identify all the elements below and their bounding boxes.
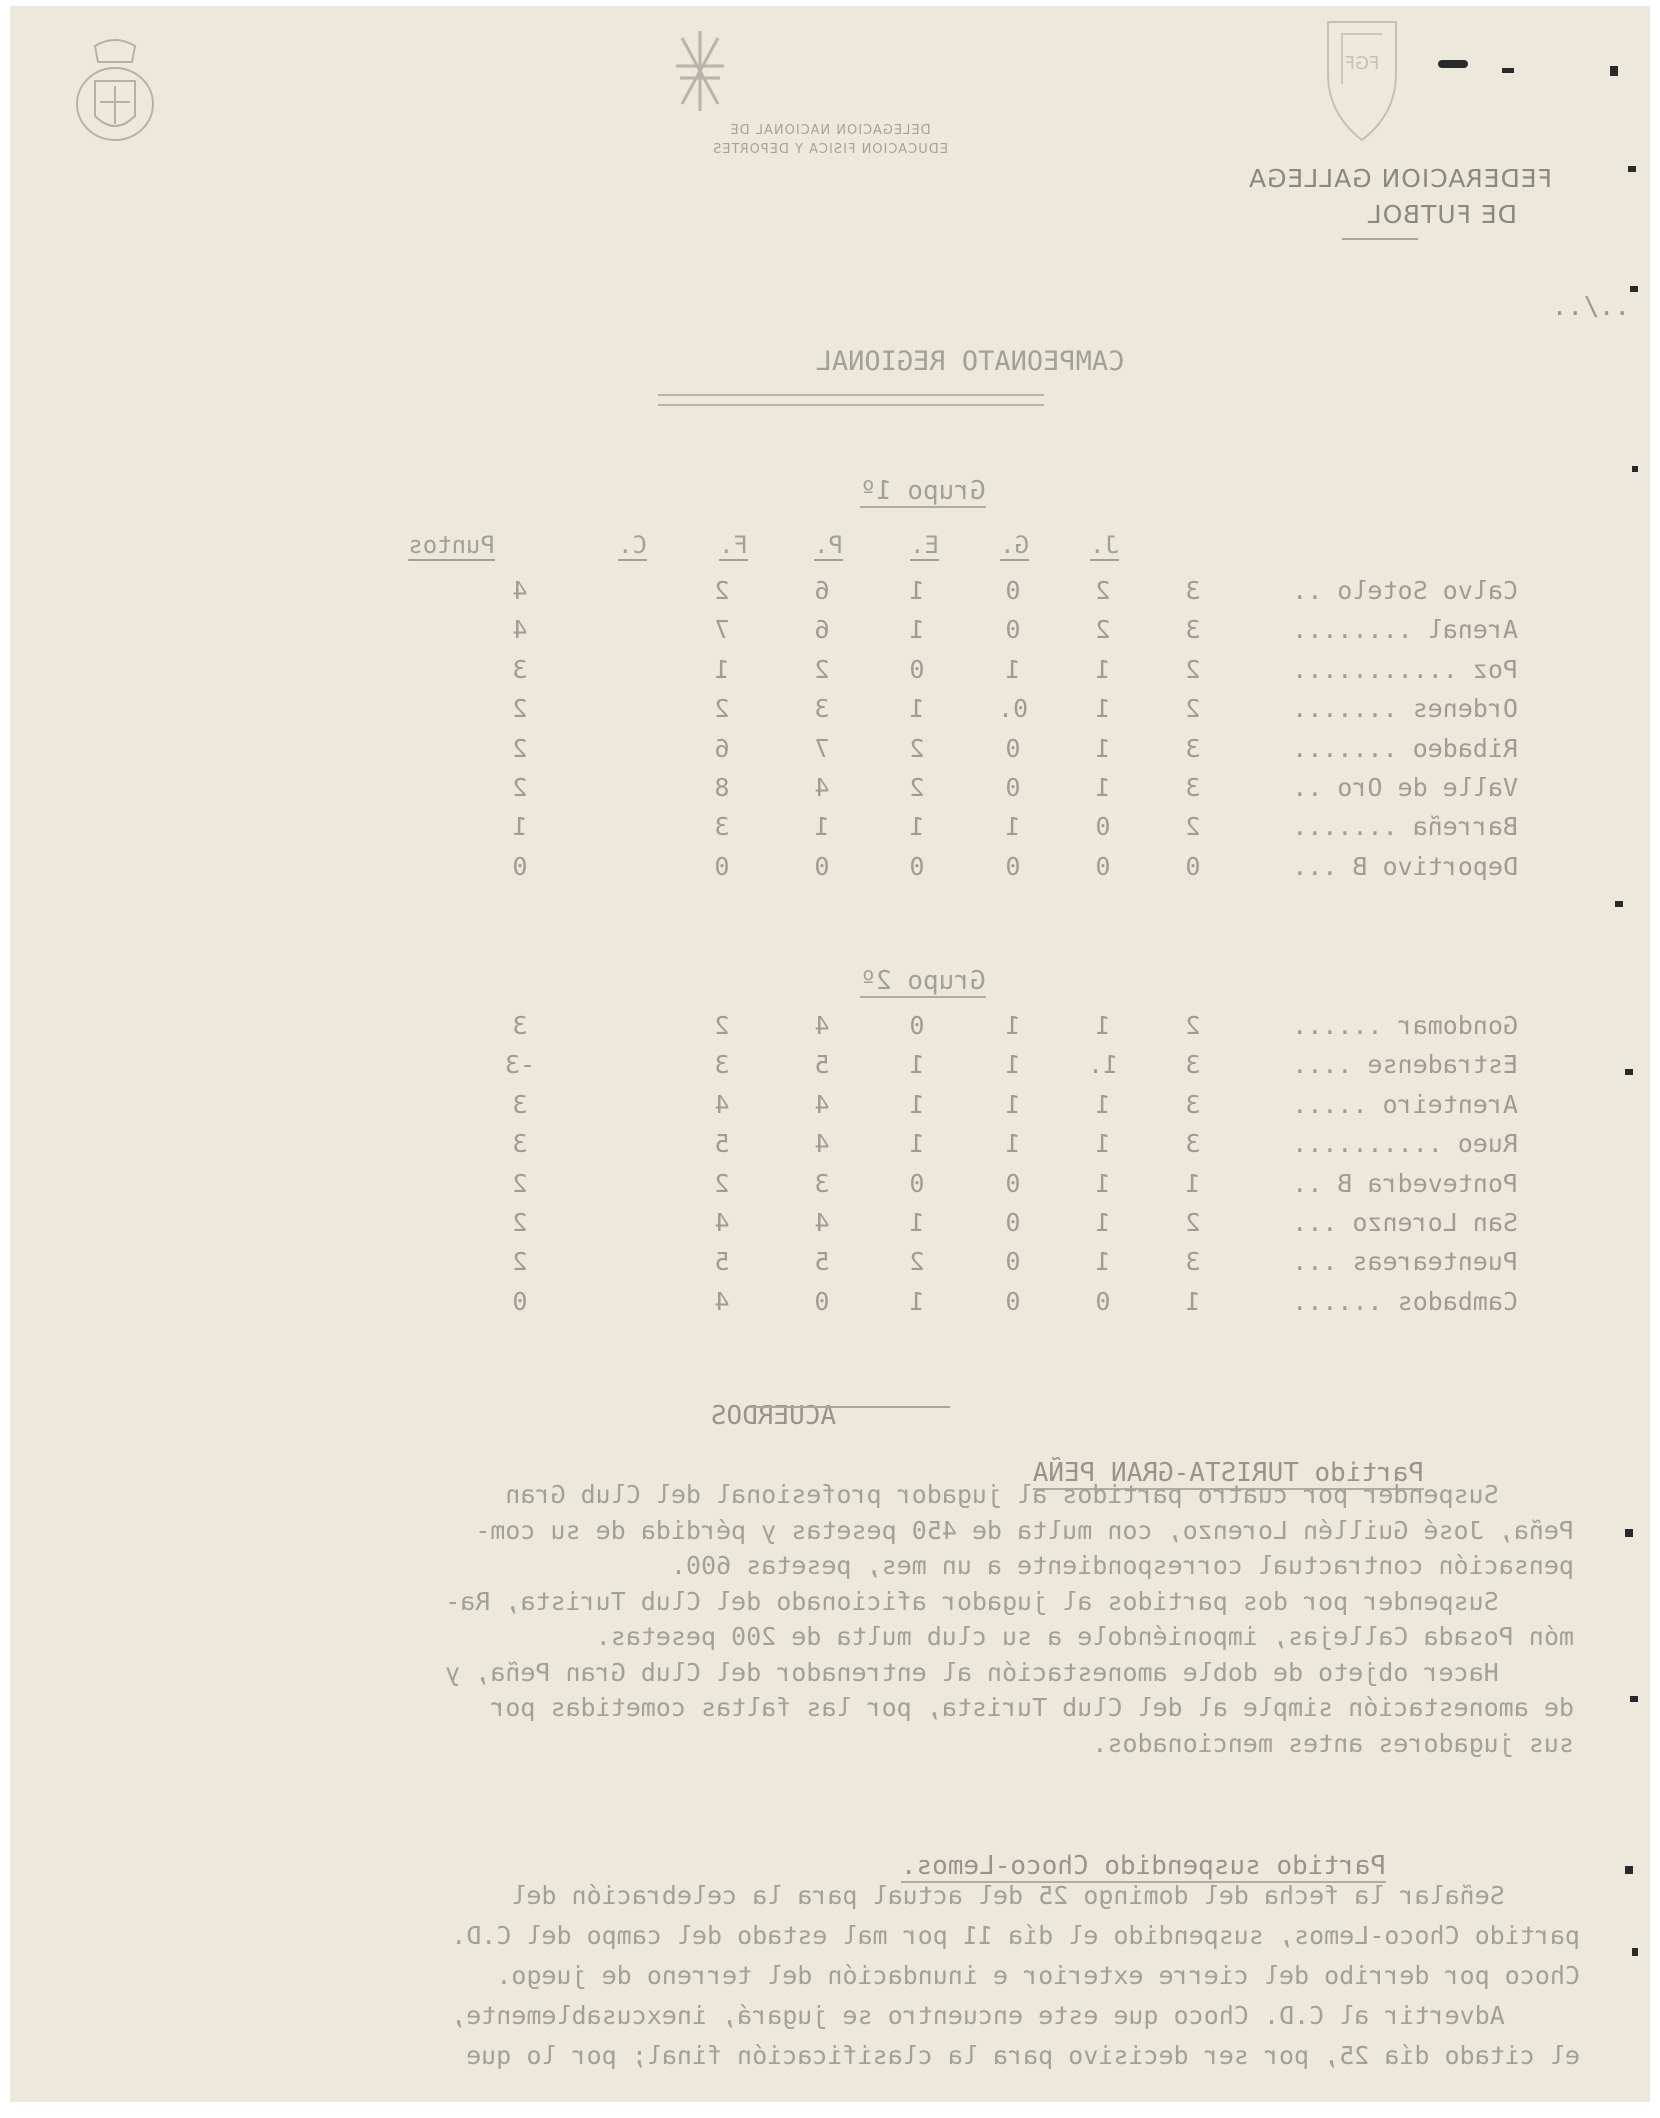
stat-cell-g: 1 (1095, 733, 1111, 763)
stat-cell-j: 2 (1185, 1011, 1201, 1040)
stat-cell-p: 2 (909, 1247, 925, 1277)
stat-cell-j: 2 (1185, 1208, 1201, 1237)
stat-cell-p: 1 (909, 1286, 925, 1316)
federation-shield-icon (1322, 14, 1402, 144)
stat-cell-c: 2 (714, 576, 730, 605)
col-header-j: J. (1090, 531, 1119, 559)
stat-cell-p: 1 (909, 1050, 925, 1080)
stat-cell-e: 0 (1005, 773, 1021, 802)
punch-mark (1630, 286, 1638, 292)
stat-cell-f: 7 (814, 733, 830, 763)
stat-cell-puntos: 2 (512, 1208, 528, 1237)
stat-cell-j: 1 (1185, 1168, 1201, 1198)
stat-cell-f: 0 (814, 1286, 830, 1316)
stat-cell-p: 1 (909, 1129, 925, 1159)
table-row (10, 1129, 1650, 1165)
paragraph-line: Peña, José Guillén Lorenzo, con multa de 450 pesetas y pérdida de su com- (475, 1515, 1574, 1545)
team-name: Calvo Sotelo .. (1292, 576, 1518, 605)
team-name: Deportivo B ... (1292, 851, 1518, 881)
stat-cell-e: 0 (1005, 733, 1021, 763)
team-name: Valle de Oro .. (1292, 773, 1518, 802)
stat-cell-p: 2 (909, 733, 925, 763)
stat-cell-j: 0 (1185, 851, 1201, 881)
group-1-heading (710, 446, 1230, 536)
paragraph-line: de amonestación simple al del Club Turista, por las faltas cometidas por (490, 1693, 1574, 1722)
table-row (10, 1050, 1650, 1086)
punch-mark (1632, 1948, 1638, 1956)
punch-mark (1632, 466, 1638, 472)
stat-cell-f: 4 (814, 1129, 830, 1159)
col-header-puntos: Puntos (408, 531, 495, 559)
match1-heading-text: Partido TURISTA-GRAN PEÑA (1032, 1458, 1425, 1488)
paragraph-line: Señalar la fecha del domingo 25 del actual para la celebración del (511, 1881, 1580, 1910)
stat-cell-puntos: 2 (512, 733, 528, 763)
paragraph-line: Suspender por cuatro partidos al jugador profesional del Club Gran (505, 1480, 1574, 1509)
punch-mark (1625, 1069, 1633, 1075)
stat-cell-j: 3 (1185, 733, 1201, 763)
col-header-c: C. (618, 531, 647, 559)
stat-cell-f: 4 (814, 773, 830, 802)
stat-cell-e: 0 (1005, 1208, 1021, 1237)
team-name: Estradense .... (1292, 1050, 1518, 1080)
stat-cell-puntos: 3 (512, 1129, 528, 1159)
match2-heading-text: Partido suspendido Choco-Lemos. (900, 1851, 1387, 1881)
stat-cell-g: 1 (1095, 1089, 1111, 1119)
team-name: Arenteiro ..... (1292, 1089, 1518, 1119)
stat-cell-j: 3 (1185, 1247, 1201, 1277)
table-row (10, 1287, 1650, 1323)
stat-cell-e: 1 (1005, 812, 1021, 842)
stat-cell-f: 3 (814, 1168, 830, 1198)
team-name: Arenal ........ (1292, 615, 1518, 645)
stat-cell-f: 4 (814, 1208, 830, 1237)
team-name: Poz ........... (1292, 654, 1518, 684)
table-row (10, 1011, 1650, 1047)
table-row (10, 852, 1650, 888)
punch-mark (1610, 66, 1618, 76)
stat-cell-e: 1 (1005, 654, 1021, 684)
agreements-heading-text: ACUERDOS (710, 1401, 837, 1431)
stat-cell-p: 2 (909, 773, 925, 802)
document-title: CAMPEONATO REGIONAL (815, 346, 1125, 377)
paragraph-line: Choco por derribo del cierre exterior e inundación del terreno de juego. (496, 1961, 1580, 1990)
team-name: Gondomar ...... (1292, 1011, 1518, 1040)
team-name: Ribadeo ....... (1292, 733, 1518, 763)
stat-cell-c: 3 (714, 1050, 730, 1080)
stat-cell-f: 1 (814, 812, 830, 842)
paragraph-line: partido Choco-Lemos, suspendido el día 11 por mal estado del campo del C.D. (451, 1921, 1580, 1950)
team-name: Pontevedra B .. (1292, 1168, 1518, 1198)
stat-cell-g: 0 (1095, 812, 1111, 842)
stat-cell-p: 1 (909, 694, 925, 724)
stat-cell-c: 2 (714, 1011, 730, 1040)
stat-cell-c: 2 (714, 1168, 730, 1198)
punch-mark (1625, 1529, 1633, 1537)
stat-cell-puntos: 4 (512, 576, 528, 605)
table-row (10, 1208, 1650, 1244)
stat-cell-c: 5 (714, 1247, 730, 1277)
stat-cell-j: 2 (1185, 694, 1201, 724)
stat-cell-f: 6 (814, 576, 830, 605)
table-row (10, 615, 1650, 651)
paragraph-line: el citado día 25, por ser decisivo para la clasificación final; por lo que (466, 2041, 1580, 2070)
stat-cell-j: 2 (1185, 812, 1201, 842)
stat-cell-c: 4 (714, 1208, 730, 1237)
stat-cell-e: 1 (1005, 1011, 1021, 1040)
federation-line-1: FEDERACION GALLEGA (1248, 164, 1552, 193)
stat-cell-g: 0 (1095, 851, 1111, 881)
stat-cell-j: 2 (1185, 654, 1201, 684)
stat-cell-e: 0. (997, 694, 1029, 724)
stat-cell-p: 1 (909, 812, 925, 842)
stat-cell-p: 1 (909, 576, 925, 605)
punch-mark (1615, 901, 1623, 907)
team-name: Cambados ...... (1292, 1286, 1518, 1316)
stat-cell-p: 0 (909, 654, 925, 684)
stat-cell-j: 3 (1185, 1089, 1201, 1119)
stat-cell-p: 0 (909, 1168, 925, 1198)
punch-mark (1625, 1866, 1633, 1874)
col-header-e: E. (910, 531, 939, 559)
team-name: Puenteareas ... (1292, 1247, 1518, 1277)
stat-cell-f: 3 (814, 694, 830, 724)
stat-cell-g: 1 (1095, 773, 1111, 802)
punch-mark (1630, 1696, 1638, 1702)
stat-cell-puntos: 2 (512, 773, 528, 802)
table-row (10, 655, 1650, 691)
stat-cell-puntos: 1 (512, 812, 528, 842)
delegation-line-1: DELEGACION NACIONAL DE (729, 123, 931, 138)
col-header-g: G. (1000, 531, 1029, 559)
stat-cell-g: 1 (1095, 1011, 1111, 1040)
col-header-f: F. (719, 531, 748, 559)
paragraph-line: Hacer objeto de doble amonestación al entrenador del Club Gran Peña, y (445, 1657, 1574, 1687)
stat-cell-e: 0 (1005, 615, 1021, 645)
delegation-line-2: EDUCACION FISICA Y DEPORTES (712, 142, 948, 157)
stat-cell-c: 4 (714, 1089, 730, 1119)
stat-cell-g: 0 (1095, 1286, 1111, 1316)
paragraph-line: sus jugadores antes mencionados. (1092, 1728, 1574, 1758)
table-row (10, 1169, 1650, 1205)
stat-cell-g: 1 (1095, 1168, 1111, 1198)
stat-cell-e: 1 (1005, 1050, 1021, 1080)
stat-cell-j: 3 (1185, 615, 1201, 645)
stat-cell-g: 1 (1095, 1247, 1111, 1277)
stat-cell-puntos: -3 (504, 1050, 536, 1080)
stat-cell-c: 2 (714, 694, 730, 724)
stat-cell-puntos: 2 (512, 1168, 528, 1198)
stat-cell-g: 2 (1095, 615, 1111, 645)
stat-cell-j: 3 (1185, 1050, 1201, 1080)
stat-cell-puntos: 3 (512, 1011, 528, 1040)
table-row (10, 694, 1650, 730)
stat-cell-c: 6 (714, 733, 730, 763)
stat-cell-p: 0 (909, 1011, 925, 1040)
team-name: Barreña ....... (1292, 812, 1518, 842)
federation-line-2: DE FUTBOL (1366, 200, 1517, 229)
stat-cell-c: 1 (714, 654, 730, 684)
punch-mark (1628, 166, 1636, 172)
stat-cell-puntos: 3 (512, 654, 528, 684)
stat-cell-c: 8 (714, 773, 730, 802)
stat-cell-g: 1 (1095, 1129, 1111, 1159)
agreements-underline (750, 1406, 950, 1408)
group-2-name: Grupo 2º (860, 966, 986, 996)
continuation-mark: ../.. (1551, 292, 1630, 322)
table-row (10, 773, 1650, 809)
stat-cell-puntos: 0 (512, 1286, 528, 1316)
stat-cell-c: 5 (714, 1129, 730, 1159)
stat-cell-f: 5 (814, 1247, 830, 1277)
table-row (10, 812, 1650, 848)
stat-cell-g: 1 (1095, 694, 1111, 724)
stat-cell-g: 1. (1087, 1050, 1119, 1080)
stat-cell-f: 2 (814, 654, 830, 684)
table-row (10, 576, 1650, 612)
stat-cell-e: 0 (1005, 1247, 1021, 1277)
stat-cell-puntos: 4 (512, 615, 528, 645)
table-row (10, 1247, 1650, 1283)
ink-mark (1502, 68, 1514, 73)
yoke-and-arrows-emblem-icon (670, 26, 730, 116)
stat-cell-p: 0 (909, 851, 925, 881)
title-double-underline (658, 394, 1044, 406)
stat-cell-puntos: 3 (512, 1089, 528, 1119)
federation-underline (1342, 238, 1418, 240)
stat-cell-g: 1 (1095, 654, 1111, 684)
stat-cell-g: 2 (1095, 576, 1111, 605)
stat-cell-c: 0 (714, 851, 730, 881)
stat-cell-j: 3 (1185, 576, 1201, 605)
svg-text:FGF: FGF (1344, 53, 1380, 74)
stat-cell-p: 1 (909, 1089, 925, 1119)
document-page (10, 6, 1650, 2102)
crown-shield-emblem-icon (70, 36, 160, 151)
stat-cell-puntos: 0 (512, 851, 528, 881)
stat-cell-c: 4 (714, 1286, 730, 1316)
stat-cell-f: 0 (814, 851, 830, 881)
stat-cell-j: 3 (1185, 773, 1201, 802)
team-name: Ordenes ....... (1292, 694, 1518, 724)
col-header-p: P. (814, 531, 843, 559)
stat-cell-e: 0 (1005, 1286, 1021, 1316)
stat-cell-puntos: 2 (512, 694, 528, 724)
paragraph-line: pensación contractual correspondiente a un mes, pesetas 600. (670, 1551, 1574, 1580)
mirrored-text-layer (10, 6, 1650, 2102)
paragraph-line: món Posada Callejas, imponiéndole a su club multa de 200 pesetas. (595, 1622, 1574, 1651)
paragraph-line: Suspender por dos partidos al jugador aficionado del Club Turista, Ra- (445, 1586, 1574, 1616)
stat-cell-e: 1 (1005, 1129, 1021, 1159)
stat-cell-e: 0 (1005, 1168, 1021, 1198)
stat-cell-j: 1 (1185, 1286, 1201, 1316)
stat-cell-j: 3 (1185, 1129, 1201, 1159)
stat-cell-c: 7 (714, 615, 730, 645)
stat-cell-f: 4 (814, 1011, 830, 1040)
agreements-heading (711, 1371, 930, 1461)
team-name: San Lorenzo ... (1292, 1208, 1518, 1237)
table-row (10, 1090, 1650, 1126)
group-1-name: Grupo 1º (860, 476, 986, 506)
stat-cell-p: 1 (909, 1208, 925, 1237)
ink-mark (1438, 60, 1468, 68)
stat-cell-e: 0 (1005, 851, 1021, 881)
stat-cell-f: 4 (814, 1089, 830, 1119)
stat-cell-f: 6 (814, 615, 830, 645)
paragraph-line: Advertir al C.D. Choco que este encuentro se jugará, inexcusablemente, (451, 2001, 1580, 2030)
stat-cell-e: 1 (1005, 1089, 1021, 1119)
stat-cell-g: 1 (1095, 1208, 1111, 1237)
stat-cell-p: 1 (909, 615, 925, 645)
stat-cell-e: 0 (1005, 576, 1021, 605)
stat-cell-c: 3 (714, 812, 730, 842)
stat-cell-puntos: 2 (512, 1247, 528, 1277)
team-name: Rueo .......... (1292, 1129, 1518, 1159)
table-row (10, 734, 1650, 770)
stat-cell-f: 5 (814, 1050, 830, 1080)
